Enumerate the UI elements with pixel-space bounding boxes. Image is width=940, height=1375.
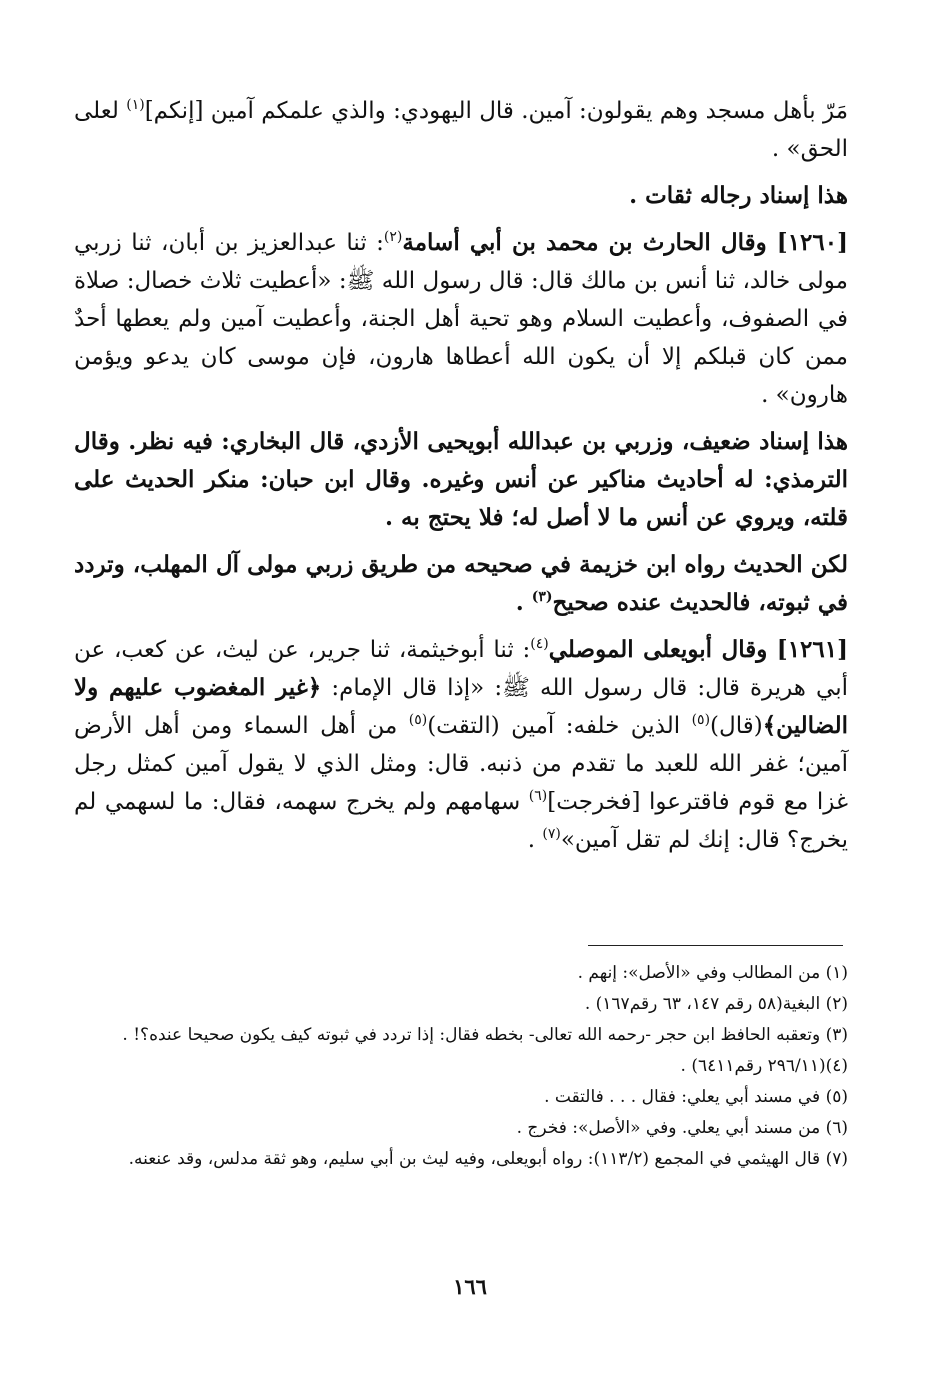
footnote-ref-5b: (٥) xyxy=(408,712,428,728)
paragraph-5-text-b: . xyxy=(515,589,532,616)
footnote-1: (١) من المطالب وفي «الأصل»: إنهم . xyxy=(577,963,848,983)
quran-quote: ﴿غير المغضوب عليهم ولا الضالين﴾ xyxy=(74,674,848,739)
paragraph-isnad-comment: هذا إسناد ضعيف، وزربي بن عبدالله أبويحيى الأزدي، قال البخاري: فيه نظر. وقال الترمذي: له أحاديث مناكير عن أنس وغيره. وقال ابن حبان: منكر الحديث على قلته، ويروي عن أنس ما لا أصل له؛ فلا يحتج به . xyxy=(74,428,848,531)
paragraph-2: هذا إسناد رجاله ثقات . xyxy=(629,182,848,209)
hadith-1260-text: : ثنا عبدالعزيز بن أبان، ثنا زربي مولى خالد، ثنا أنس بن مالك قال: قال رسول الله ﷺ: «أعطيت ثلاث خصال: صلاة في الصفوف، وأعطيت السلام وهو تحية أهل الجنة، وأعطيت آمين ولم يعطها أحدٌ ممن كان قبلكم إلا أن يكون الله أعطاها هارون، فإن موسى كان يدعو ويؤمن هارون» . xyxy=(74,230,848,408)
footnote-ref-2: (٢) xyxy=(383,229,403,245)
paragraph-5-text-a: لكن الحديث رواه ابن خزيمة في صحيحه من طريق زربي مولى آل المهلب، وتردد في ثبوته، فالحديث عنده صحيح xyxy=(74,551,848,616)
hadith-1261-text-e: سهامهم ولم يخرج سهمه، فقال: ما لسهمي لم يخرج؟ قال: إنك لم تقل آمين» xyxy=(74,789,848,853)
footnote-4: (٤)(٢٩٦/١١ رقم٦٤١١) . xyxy=(680,1056,848,1076)
hadith-1261-text-c: الذين خلفه: آمين (التقت) xyxy=(427,713,692,739)
paragraph-ibn-khuzayma xyxy=(74,546,848,622)
footnote-ref-3: (٣) xyxy=(531,589,553,605)
main-text xyxy=(74,92,848,868)
footnote-2: (٢) البغية(٥٨ رقم ١٤٧، ٦٣ رقم١٦٧) . xyxy=(584,994,848,1014)
footnote-6: (٦) من مسند أبي يعلي. وفي «الأصل»: فخرج . xyxy=(516,1118,848,1138)
footnote-ref-5: (٥) xyxy=(691,712,711,728)
hadith-1261-heading: [١٢٦١] وقال أبويعلى الموصلي xyxy=(548,636,848,663)
hadith-1260-heading: [١٢٦٠] وقال الحارث بن محمد بن أبي أسامة xyxy=(402,229,849,256)
hadith-1261 xyxy=(74,631,848,859)
paragraph-1 xyxy=(74,92,848,168)
hadith-1260 xyxy=(74,224,848,414)
hadith-1261-text-f: . xyxy=(527,827,543,853)
footnote-7: (٧) قال الهيثمي في المجمع (١١٣/٢): رواه أبويعلى، وفيه ليث بن أبي سليم، وهو ثقة مدلس، وقد عنعنه. xyxy=(128,1149,848,1169)
footnote-ref-4: (٤) xyxy=(530,636,549,652)
footnote-ref-7: (٧) xyxy=(542,826,561,842)
footnote-5: (٥) في مسند أبي يعلي: فقال . . . فالتقت . xyxy=(544,1087,848,1107)
paragraph-1-text-b: لعلى الحق» . xyxy=(74,98,848,162)
footnote-divider xyxy=(588,945,843,946)
footnote-3: (٣) وتعقبه الحافظ ابن حجر -رحمه الله تعالى- بخطه فقال: إذا تردد في ثبوته كيف يكون صحيحا عنده؟! . xyxy=(122,1025,848,1045)
footnote-ref-1: (١) xyxy=(126,97,145,113)
paragraph-1-text-a: مَرّ بأهل مسجد وهم يقولون: آمين. قال اليهودي: والذي علمكم آمين [إنكم] xyxy=(144,98,849,124)
footnote-ref-6: (٦) xyxy=(528,788,548,804)
hadith-1261-text-d: من أهل السماء ومن أهل الأرض آمين؛ غفر الله للعبد ما تقدم من ذنبه. قال: ومثل الذي لا يقول آمين كمثل رجل غزا مع قوم فاقترعوا [فخرجت] xyxy=(74,713,848,815)
page-number: ١٦٦ xyxy=(453,1274,487,1299)
hadith-1261-text-b: (قال) xyxy=(710,713,763,739)
footnotes xyxy=(78,960,848,1177)
hadith-1261-text-a: : ثنا أبوخيثمة، ثنا جرير، عن ليث، عن كعب، عن أبي هريرة قال: قال رسول الله ﷺ: «إذا قال الإمام: xyxy=(74,637,848,701)
